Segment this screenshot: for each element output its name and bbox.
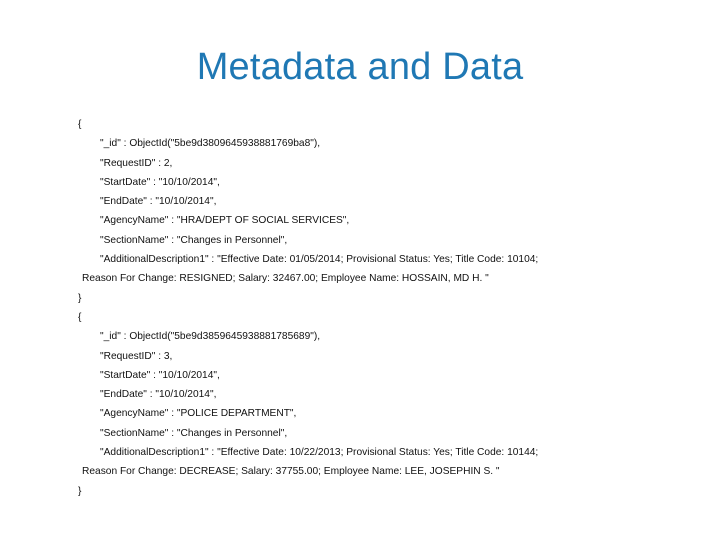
- record-field-additional-description: "AdditionalDescription1" : "Effective Date: 01/05/2014; Provisional Status: Yes; Title Code: 10104;: [100, 254, 539, 266]
- record-field-additional-description: "AdditionalDescription1" : "Effective Date: 10/22/2013; Provisional Status: Yes; Title Code: 10144;: [100, 447, 539, 459]
- record-field-agency-name: "AgencyName" : "HRA/DEPT OF SOCIAL SERVICES",: [100, 215, 350, 227]
- record-field-start-date: "StartDate" : "10/10/2014",: [100, 176, 220, 188]
- record-field-section-name: "SectionName" : "Changes in Personnel",: [100, 234, 288, 246]
- record-field-id: "_id" : ObjectId("5be9d3809645938881769ba8"),: [100, 138, 321, 150]
- record-field-request-id: "RequestID" : 3,: [100, 350, 173, 362]
- slide-title: Metadata and Data: [196, 46, 524, 88]
- record-field-id: "_id" : ObjectId("5be9d3859645938881785689"),: [100, 331, 321, 343]
- record-close-brace: }: [78, 292, 82, 304]
- record-field-request-id: "RequestID" : 2,: [100, 157, 173, 169]
- record-open-brace: {: [78, 311, 82, 323]
- record-open-brace: {: [78, 119, 82, 130]
- record-close-brace: }: [78, 485, 82, 497]
- record-listing: [78, 115, 698, 501]
- record-field-additional-description-cont: Reason For Change: RESIGNED; Salary: 32467.00; Employee Name: HOSSAIN, MD H. ": [82, 273, 489, 285]
- record-field-start-date: "StartDate" : "10/10/2014",: [100, 369, 220, 381]
- record-field-agency-name: "AgencyName" : "POLICE DEPARTMENT",: [100, 408, 297, 420]
- record-field-section-name: "SectionName" : "Changes in Personnel",: [100, 427, 288, 439]
- record-field-end-date: "EndDate" : "10/10/2014",: [100, 389, 217, 401]
- record-field-end-date: "EndDate" : "10/10/2014",: [100, 196, 217, 208]
- record-field-additional-description-cont: Reason For Change: DECREASE; Salary: 37755.00; Employee Name: LEE, JOSEPHIN S. ": [82, 466, 500, 478]
